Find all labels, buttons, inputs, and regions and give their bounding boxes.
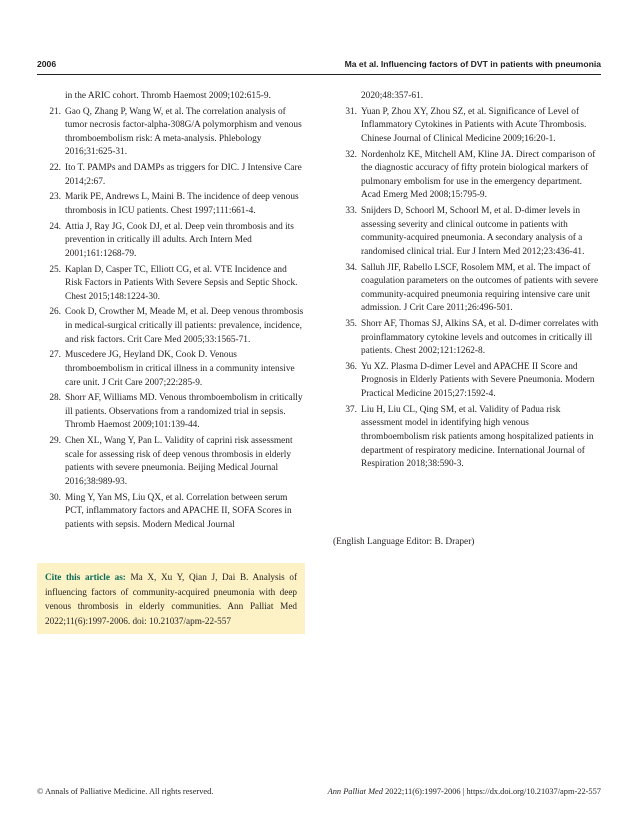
- reference-item: [37, 264, 305, 305]
- reference-item: [37, 492, 305, 533]
- reference-number: 21.: [49, 106, 61, 117]
- reference-text: Ito T. PAMPs and DAMPs as triggers for DIC. J Intensive Care 2014;2:67.: [65, 163, 302, 187]
- page-footer: [37, 787, 601, 801]
- reference-number: 23.: [49, 192, 61, 203]
- reference-text: Yuan P, Zhou XY, Zhou SZ, et al. Significance of Level of Inflammatory Cytokines in Patients with Acute Thrombosis. Chinese Journal of Clinical Medicine 2009;16:20-1.: [361, 106, 587, 144]
- reference-text: Shorr AF, Thomas SJ, Alkins SA, et al. D-dimer correlates with proinflammatory cytokine levels and outcomes in critically ill patients. Chest 2002;121:1262-8.: [361, 318, 599, 357]
- reference-item: [37, 191, 305, 218]
- page-header: [37, 59, 601, 73]
- reference-number: 22.: [49, 163, 61, 174]
- reference-item: [37, 306, 305, 347]
- reference-number: 29.: [49, 436, 61, 447]
- reference-number: 36.: [345, 361, 357, 372]
- running-title: Ma et al. Influencing factors of DVT in patients with pneumonia: [344, 59, 601, 69]
- language-editor-note: (English Language Editor: B. Draper): [333, 537, 475, 547]
- reference-text: 2020;48:357-61.: [361, 91, 424, 101]
- citation-doi-link[interactable]: 2022;11(6):1997-2006 | https://dx.doi.org/10.21037/apm-22-557: [385, 787, 601, 796]
- reference-item: [333, 205, 599, 259]
- reference-item: [333, 318, 599, 359]
- reference-text: Gao Q, Zhang P, Wang W, et al. The correlation analysis of tumor necrosis factor-alpha-308G/A polymorphism and venous thromboembolism risk: A meta-analysis. Phlebology 2016;31:625-31.: [65, 106, 302, 158]
- reference-text: Nordenholz KE, Mitchell AM, Kline JA. Direct comparison of the diagnostic accuracy of fifty protein biological markers of pulmonary embolism for use in the emergency department. Acad Emerg Med 2008;15:795-9.: [361, 149, 596, 201]
- reference-item: [37, 392, 305, 433]
- reference-text: Liu H, Liu CL, Qing SM, et al. Validity of Padua risk assessment model in identifying high venous thromboembolism risk patients among hospitalized patients in department of respiratory medicine. International Journal of Respiration 2018;38:590-3.: [361, 404, 594, 470]
- reference-item: [333, 262, 599, 316]
- copyright-notice: © Annals of Palliative Medicine. All rights reserved.: [37, 787, 214, 796]
- reference-number: 33.: [345, 206, 357, 217]
- reference-item: [37, 349, 305, 390]
- reference-number: 26.: [49, 307, 61, 318]
- journal-name: Ann Palliat Med: [327, 787, 383, 796]
- reference-item: [333, 361, 599, 402]
- reference-number: 37.: [345, 404, 357, 415]
- reference-number: 25.: [49, 264, 61, 275]
- reference-text: in the ARIC cohort. Thromb Haemost 2009;102:615-9.: [65, 91, 271, 101]
- reference-text: Marik PE, Andrews L, Maini B. The incidence of deep venous thrombosis in ICU patients. Chest 1997;111:661-4.: [65, 192, 299, 217]
- reference-item: [37, 90, 305, 104]
- reference-item: [37, 106, 305, 160]
- footer-citation: [328, 787, 601, 796]
- reference-text: Muscedere JG, Heyland DK, Cook D. Venous thromboembolism in critical illness in a community intensive care unit. J Crit Care 2007;22:285-9.: [65, 350, 295, 388]
- reference-item: [37, 435, 305, 489]
- reference-text: Salluh JIF, Rabello LSCF, Rosolem MM, et al. The impact of coagulation parameters on the outcomes of patients with severe community-acquired pneumonia requiring intensive care unit admission. J Crit Care 2011;26:496-501.: [361, 262, 599, 314]
- reference-number: 32.: [345, 149, 357, 160]
- cite-text: Ma X, Xu Y, Qian J, Dai B. Analysis of influencing factors of community-acquired pneumonia with deep venous thrombosis in elderly communities. Ann Palliat Med 2022;11(6):1997-2006. doi: 10.21037/apm-22-557: [45, 572, 298, 626]
- references-left-column: [37, 90, 305, 534]
- reference-text: Yu XZ. Plasma D-dimer Level and APACHE II Score and Prognosis in Elderly Patients with Severe Pneumonia. Modern Practical Medicine 2015;27:1592-4.: [361, 361, 595, 400]
- reference-item: [333, 404, 599, 472]
- reference-number: 31.: [345, 106, 357, 117]
- reference-item: [333, 90, 599, 104]
- page-number: 2006: [37, 59, 57, 69]
- reference-text: Snijders D, Schoorl M, Schoorl M, et al. D-dimer levels in assessing severity and clinical outcome in patients with community-acquired pneumonia. A secondary analysis of a randomised clinical trial. Eur J Intern Med 2012;23:436-41.: [361, 206, 585, 257]
- reference-number: 28.: [49, 393, 61, 404]
- references-right-column: [333, 90, 599, 474]
- reference-text: Cook D, Crowther M, Meade M, et al. Deep venous thrombosis in medical-surgical critically ill patients: prevalence, incidence, and risk factors. Crit Care Med 2005;33:1565-71.: [65, 307, 304, 345]
- reference-text: Shorr AF, Williams MD. Venous thromboembolism in critically ill patients. Observations from a randomized trial in sepsis. Thromb Haemost 2009;101:139-44.: [65, 393, 303, 431]
- reference-item: [37, 162, 305, 189]
- reference-text: Attia J, Ray JG, Cook DJ, et al. Deep vein thrombosis and its prevention in critically ill adults. Arch Intern Med 2001;161:1268-79.: [65, 221, 294, 259]
- header-rule: [37, 74, 601, 75]
- reference-item: [333, 106, 599, 147]
- reference-text: Ming Y, Yan MS, Liu QX, et al. Correlation between serum PCT, inflammatory factors and APACHE II, SOFA Scores in patients with sepsis. Modern Medical Journal: [65, 492, 292, 530]
- cite-box: [37, 563, 305, 634]
- reference-number: 24.: [49, 221, 61, 232]
- reference-number: 35.: [345, 318, 357, 329]
- reference-item: [333, 149, 599, 203]
- cite-label: Cite this article as:: [45, 572, 126, 582]
- reference-text: Kaplan D, Casper TC, Elliott CG, et al. VTE Incidence and Risk Factors in Patients With Severe Sepsis and Septic Shock. Chest 2015;148:1224-30.: [65, 264, 298, 302]
- reference-number: 30.: [49, 492, 61, 503]
- reference-item: [37, 221, 305, 262]
- reference-number: 27.: [49, 350, 61, 361]
- reference-text: Chen XL, Wang Y, Pan L. Validity of caprini risk assessment scale for assessing risk of deep venous thrombosis in elderly patients with severe pneumonia. Beijing Medical Journal 2016;38:989-93.: [65, 436, 293, 487]
- reference-number: 34.: [345, 262, 357, 273]
